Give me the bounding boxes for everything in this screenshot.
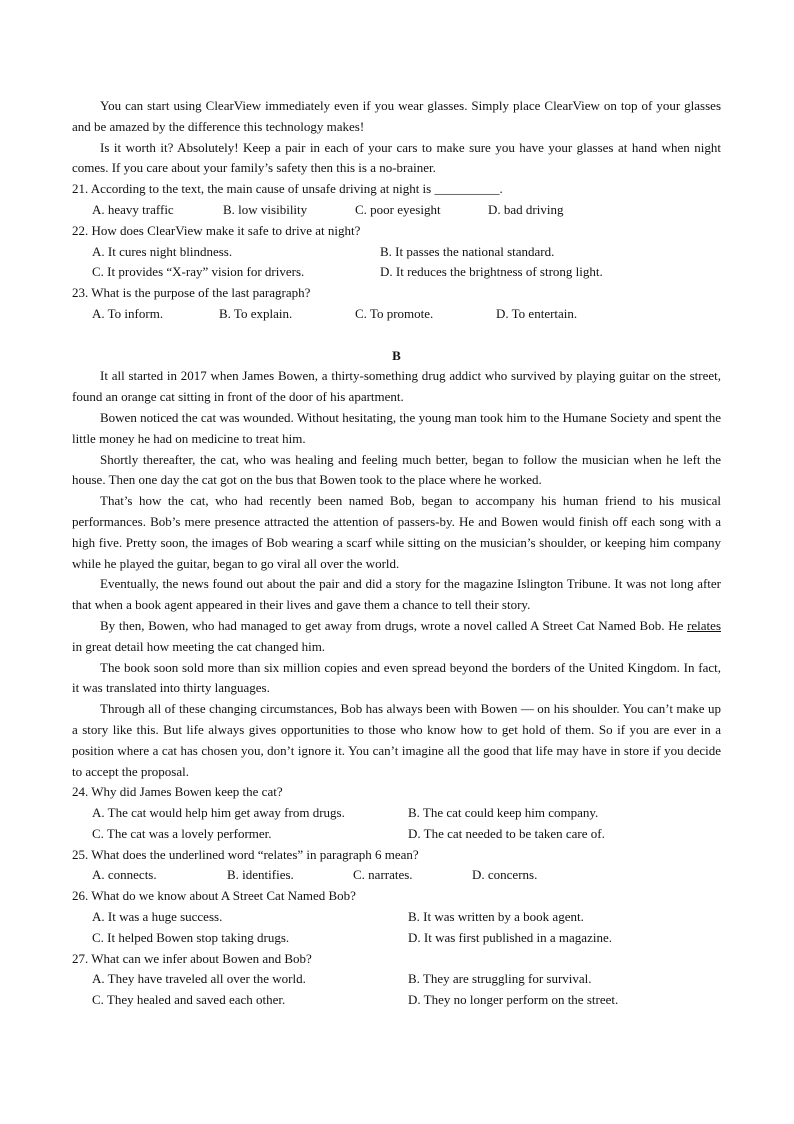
q27-option-b: B. They are struggling for survival. xyxy=(408,971,592,987)
p6-text-after: in great detail how meeting the cat changed him. xyxy=(72,638,326,654)
q24-option-a: A. The cat would help him get away from drugs. xyxy=(92,805,345,821)
q24-option-c: C. The cat was a lovely performer. xyxy=(92,825,272,841)
q23-option-c: C. To promote. xyxy=(355,305,434,321)
intro-paragraph: Is it worth it? Absolutely! Keep a pair in each of your cars to make sure you have your glasses at hand when night comes. If you care about your family’s safety then this is a no-brainer. xyxy=(72,139,721,176)
intro-paragraph: You can start using ClearView immediately even if you wear glasses. Simply place ClearView on top of your glasses and be amazed by the difference this technology makes! xyxy=(72,98,721,134)
question-26-options xyxy=(72,928,721,949)
question-21-stem: 21. According to the text, the main cause of unsafe driving at night is __________. xyxy=(72,181,503,197)
passage-paragraph-6 xyxy=(72,616,721,658)
passage-paragraph: Bowen noticed the cat was wounded. Without hesitating, the young man took him to the Humane Society and spent the little money he had on medicine to treat him. xyxy=(72,409,721,446)
question-26-stem: 26. What do we know about A Street Cat Named Bob? xyxy=(72,888,356,904)
q21-option-d: D. bad driving xyxy=(488,201,564,217)
q24-option-b: B. The cat could keep him company. xyxy=(408,805,599,821)
q22-option-d: D. It reduces the brightness of strong light. xyxy=(380,264,603,280)
question-22-stem: 22. How does ClearView make it safe to drive at night? xyxy=(72,222,361,238)
question-24-options xyxy=(72,803,721,824)
q25-option-c: C. narrates. xyxy=(353,867,413,883)
q22-option-c: C. It provides “X-ray” vision for drivers. xyxy=(92,264,305,280)
question-22-options xyxy=(72,262,721,283)
passage-paragraph: Shortly thereafter, the cat, who was healing and feeling much better, began to follow the musician when he left the house. Then one day the cat got on the bus that Bowen took to the place where he worked. xyxy=(72,451,721,488)
q26-option-a: A. It was a huge success. xyxy=(92,909,223,925)
question-24-options xyxy=(72,824,721,845)
passage-paragraph: That’s how the cat, who had recently been named Bob, began to accompany his human friend to his musical performances. Bob’s mere presence attracted the attention of passers-by. He and Bowen would finish off each song with a high five. Pretty soon, the images of Bob wearing a scarf while sitting on the musician’s shoulder, or keeping him company while he played the guitar, began to go viral all over the world. xyxy=(72,493,721,571)
p6-text-before: By then, Bowen, who had managed to get away from drugs, wrote a novel called A Street Cat Named Bob. He xyxy=(100,617,688,633)
section-b-title: B xyxy=(392,347,401,363)
q21-option-a: A. heavy traffic xyxy=(92,201,174,217)
q27-option-c: C. They healed and saved each other. xyxy=(92,992,286,1008)
q25-option-a: A. connects. xyxy=(92,867,157,883)
q21-option-b: B. low visibility xyxy=(223,201,308,217)
underlined-word-relates: relates xyxy=(687,617,721,633)
q26-option-d: D. It was first published in a magazine. xyxy=(408,929,612,945)
exam-page xyxy=(72,96,721,1011)
question-23-options xyxy=(72,304,721,325)
question-23-stem: 23. What is the purpose of the last paragraph? xyxy=(72,285,311,301)
question-24-stem: 24. Why did James Bowen keep the cat? xyxy=(72,784,283,800)
q23-option-d: D. To entertain. xyxy=(496,305,578,321)
question-25-stem: 25. What does the underlined word “relates” in paragraph 6 mean? xyxy=(72,846,419,862)
question-27-options xyxy=(72,990,721,1011)
passage-paragraph: The book soon sold more than six million copies and even spread beyond the borders of the United Kingdom. In fact, it was translated into thirty languages. xyxy=(72,659,721,696)
q25-option-b: B. identifies. xyxy=(227,867,294,883)
q21-option-c: C. poor eyesight xyxy=(355,201,441,217)
q22-option-a: A. It cures night blindness. xyxy=(92,243,233,259)
q23-option-b: B. To explain. xyxy=(219,305,293,321)
passage-paragraph: Through all of these changing circumstances, Bob has always been with Bowen — on his shoulder. You can’t make up a story like this. But life always gives opportunities to those who know how to get hold of them. So if you are ever in a position where a cat has chosen you, don’t ignore it. You can’t imagine all the good that life may have in store if you decide to accept the proposal. xyxy=(72,701,721,779)
question-27-stem: 27. What can we infer about Bowen and Bob? xyxy=(72,950,312,966)
passage-paragraph: It all started in 2017 when James Bowen, a thirty-something drug addict who survived by playing guitar on the street, found an orange cat sitting in front of the door of his apartment. xyxy=(72,368,721,405)
question-22-options xyxy=(72,242,721,263)
question-21-options xyxy=(72,200,721,221)
q25-option-d: D. concerns. xyxy=(472,867,538,883)
q27-option-d: D. They no longer perform on the street. xyxy=(408,992,619,1008)
question-27-options xyxy=(72,969,721,990)
q22-option-b: B. It passes the national standard. xyxy=(380,243,555,259)
q24-option-d: D. The cat needed to be taken care of. xyxy=(408,825,605,841)
question-26-options xyxy=(72,907,721,928)
passage-paragraph: Eventually, the news found out about the pair and did a story for the magazine Islington Tribune. It was not long after that when a book agent appeared in their lives and gave them a chance to tell their story. xyxy=(72,576,721,613)
q23-option-a: A. To inform. xyxy=(92,305,164,321)
question-25-options xyxy=(72,865,721,886)
q26-option-c: C. It helped Bowen stop taking drugs. xyxy=(92,929,290,945)
q26-option-b: B. It was written by a book agent. xyxy=(408,909,584,925)
q27-option-a: A. They have traveled all over the world. xyxy=(92,971,306,987)
